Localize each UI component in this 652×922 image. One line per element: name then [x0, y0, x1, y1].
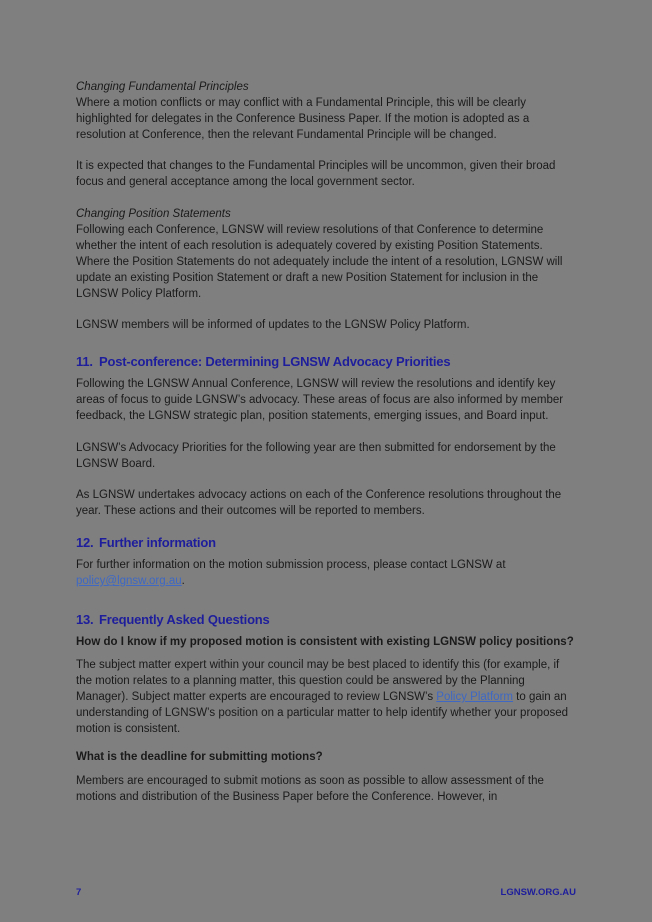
policy-platform-link[interactable]: Policy Platform	[436, 691, 513, 703]
paragraph-further-information	[76, 557, 576, 589]
paragraph-members-informed: LGNSW members will be informed of updates to the LGNSW Policy Platform.	[76, 319, 470, 331]
paragraph-submission-deadline: Members are encouraged to submit motions as soon as possible to allow assessment of the motions and distribution of the Business Paper before the Conference. However, in	[76, 775, 544, 803]
paragraph-advocacy-actions-reported: As LGNSW undertakes advocacy actions on each of the Conference resolutions throughout the year. These actions and their outcomes will be reported to members.	[76, 489, 562, 517]
page-content	[76, 79, 576, 805]
email-link-policy-lgnsw[interactable]: policy@lgnsw.org.au	[76, 575, 182, 587]
section-title: Frequently Asked Questions	[99, 612, 270, 627]
paragraph-advocacy-priorities-endorsement: LGNSW’s Advocacy Priorities for the following year are then submitted for endorsement by the LGNSW Board.	[76, 442, 556, 470]
section-number: 11.	[76, 354, 93, 369]
subheading-changing-position-statements: Changing Position Statements	[76, 208, 231, 220]
faq-question-deadline: What is the deadline for submitting motions?	[76, 751, 323, 763]
paragraph-fundamental-principles-change: Where a motion conflicts or may conflict with a Fundamental Principle, this will be clearly highlighted for delegates in the Conference Business Paper. If the motion is adopted as a resolution at Conference, then the relevant Fundamental Principle will be changed.	[76, 97, 530, 141]
faq-answer-text: The subject matter expert within your council may be best placed to identify this (for example, if the motion relates to a planning matter, this question could be answered by the Planning Manager). Subject matter experts are encouraged to review LGNSW’s	[76, 659, 560, 703]
paragraph-changes-uncommon: It is expected that changes to the Fundamental Principles will be uncommon, given their broad focus and general acceptance among the local government sector.	[76, 160, 556, 188]
paragraph-position-statements-review: Following each Conference, LGNSW will review resolutions of that Conference to determine whether the intent of each resolution is adequately covered by existing Position Statements. Where the Position Statements do not adequately include the intent of a resolution, LGNSW will update an existing Position Statement or draft a new Position Statement for inclusion in the LGNSW Policy Platform.	[76, 224, 563, 300]
faq-answer-policy-consistency	[76, 657, 576, 737]
section-heading-11-post-conference	[76, 353, 576, 371]
page-number: 7	[76, 887, 82, 898]
contact-text: For further information on the motion submission process, please contact LGNSW at	[76, 559, 506, 571]
section-heading-13-faq	[76, 611, 576, 629]
page-footer	[76, 887, 576, 898]
contact-text-end: .	[181, 575, 185, 587]
section-title: Further information	[99, 535, 216, 550]
faq-answer-text-end: to gain an understanding of LGNSW’s position on a particular matter to help identify whether your proposed motion is consistent.	[76, 691, 569, 735]
section-heading-12-further-information	[76, 534, 576, 552]
paragraph-review-resolutions: Following the LGNSW Annual Conference, LGNSW will review the resolutions and identify key areas of focus to guide LGNSW’s advocacy. These areas of focus are also informed by member feedback, the LGNSW strategic plan, position statements, emerging issues, and Board input.	[76, 378, 564, 422]
section-title: Post-conference: Determining LGNSW Advocacy Priorities	[99, 354, 451, 369]
section-number: 12.	[76, 535, 94, 550]
faq-question-policy-consistency: How do I know if my proposed motion is consistent with existing LGNSW policy positions?	[76, 636, 574, 648]
subheading-changing-fundamental-principles: Changing Fundamental Principles	[76, 81, 249, 93]
section-number: 13.	[76, 612, 94, 627]
footer-site-link[interactable]: LGNSW.ORG.AU	[500, 887, 576, 898]
